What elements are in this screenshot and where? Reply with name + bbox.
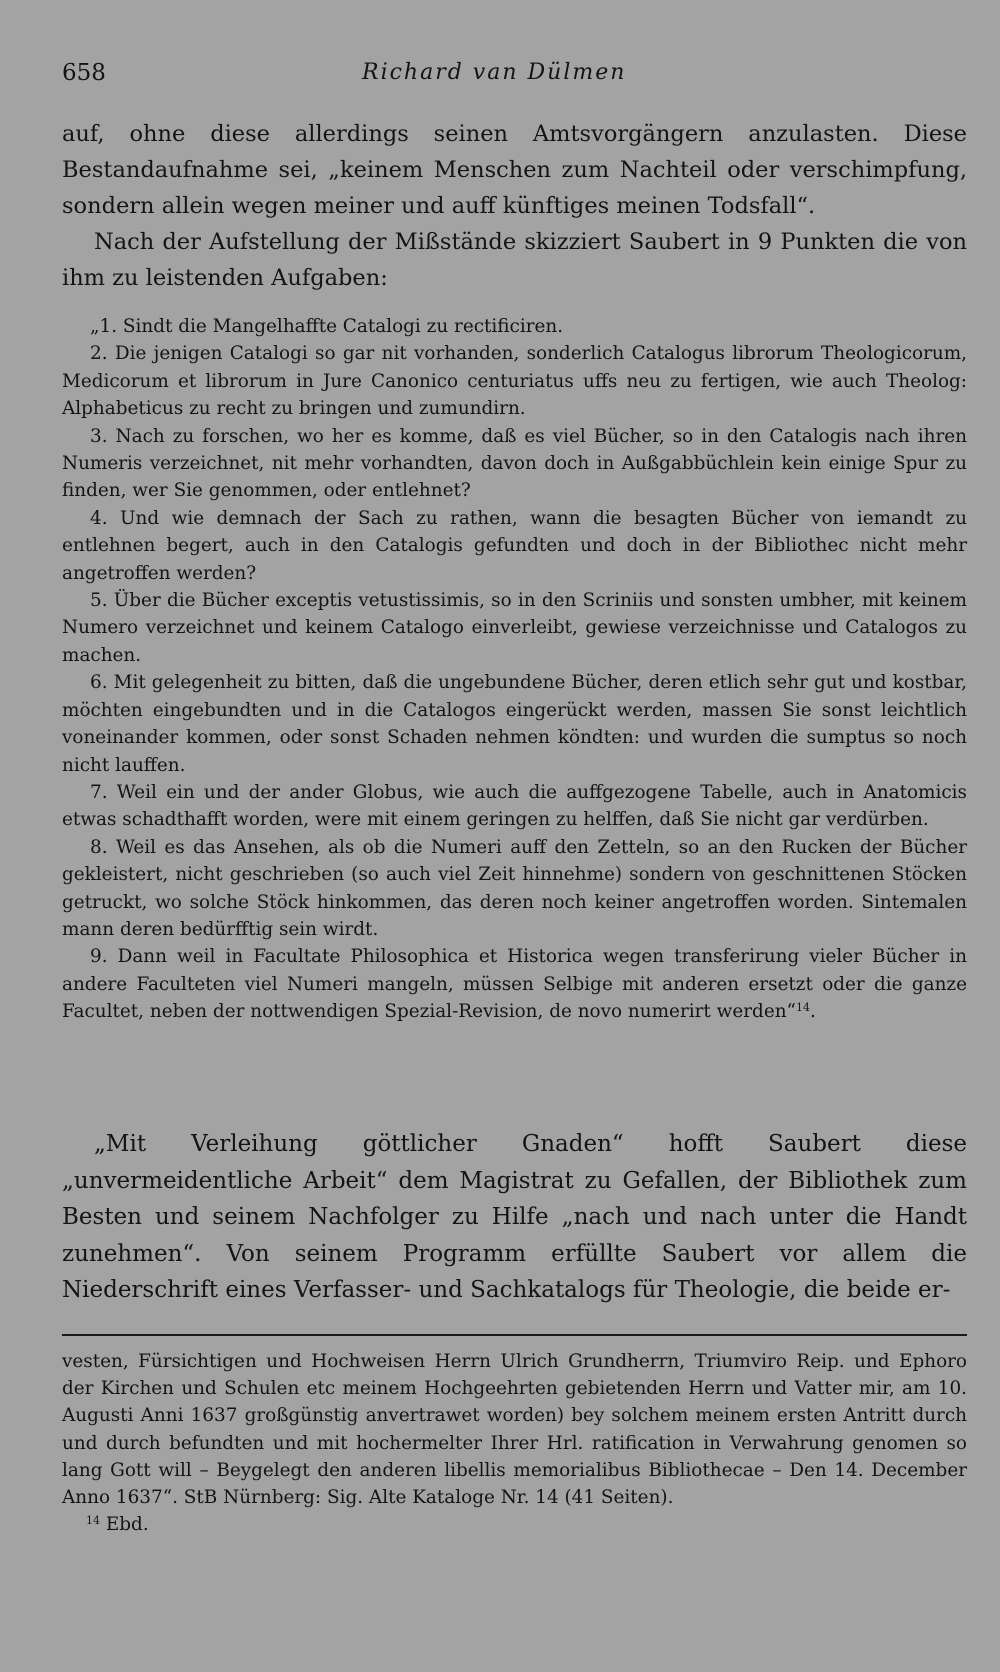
quote-item: 8. Weil es das Ansehen, als ob die Numeri auff den Zetteln, so an den Rucken der Bücher gekleistert, nicht geschrieben (so auch viel Zeit hinnehme) sondern von geschnittenen Stöcken getruckt, wo solche Stöck hinkommen, das deren noch keiner angetroffen worden. Sintemalen mann deren bedürfftig sein wirdt.	[62, 836, 967, 940]
quote-item: 9. Dann weil in Facultate Philosophica et Historica wegen transferirung vieler Bücher in andere Faculteten viel Numeri mangeln, müssen Selbige mit anderen ersetzt oder die ganze Facultet, neben der nottwendigen Spezial-Revision, de novo numerirt werden“	[62, 946, 967, 1023]
quote-item-last	[62, 943, 967, 1025]
quote-item: 5. Über die Bücher exceptis vetustissimis, so in den Scriniis und sonsten umbher, mit keinem Numero verzeichnet und keinem Catalogo einverleibt, gewiese verzeichnisse und Catalogos zu machen.	[62, 590, 967, 666]
footnotes	[62, 1348, 967, 1538]
footnote-14	[62, 1511, 967, 1538]
quote-item: 6. Mit gelegenheit zu bitten, daß die ungebundene Bücher, deren etlich sehr gut und kostbar, möchten eingebundten und in die Catalogos eingerückt werden, massen Sie sonst leichtlich voneinander kommen, oder sonst Schaden nehmen köndten: und wurden die sumptus so noch nicht lauffen.	[62, 672, 967, 776]
footnote-reference: 14	[795, 1001, 810, 1015]
body-text	[62, 116, 967, 296]
footnote-number: 14	[86, 1514, 100, 1528]
quote-item: „1. Sindt die Mangelhaffte Catalogi zu rectificiren.	[90, 316, 564, 337]
paragraph: „Mit Verleihung göttlicher Gnaden“ hofft Saubert diese „unvermeidentliche Arbeit“ dem Magistrat zu Gefallen, der Bibliothek zum Besten und seinem Nachfolger zu Hilfe „nach und nach unter die Handt zunehmen“. Von seinem Programm erfüllte Saubert vor allem die Niederschrift eines Verfasser- und Sachkatalogs für Theologie, die beide er-	[62, 1131, 967, 1303]
page-number: 658	[62, 60, 106, 86]
quote-item: 4. Und wie demnach der Sach zu rathen, wann die besagten Bücher von iemandt zu entlehnen begert, auch in den Catalogis gefundten und doch in der Bibliothec nicht mehr angetroffen werden?	[62, 507, 967, 584]
closing-paragraph	[62, 1126, 967, 1309]
running-head	[62, 60, 962, 96]
paragraph: Nach der Aufstellung der Mißstände skizziert Saubert in 9 Punkten die von ihm zu leistenden Aufgaben:	[62, 229, 967, 291]
footnote-continued: vesten, Fürsichtigen und Hochweisen Herrn Ulrich Grundherrn, Triumviro Reip. und Ephoro der Kirchen und Schulen etc meinem Hochgeehrten gebietenden Herrn und Vatter mir, am 10. Augusti Anni 1637 großgünstig anvertrawet worden) bey solchem meinem ersten Antritt durch und durch befundten und mit hochermelter Ihrer Hrl. ratification in Verwahrung genomen so lang Gott will – Beygelegt den anderen libellis memorialibus Bibliothecae – Den 14. December Anno 1637“. StB Nürnberg: Sig. Alte Kataloge Nr. 14 (41 Seiten).	[62, 1351, 967, 1509]
quote-item: 3. Nach zu forschen, wo her es komme, daß es viel Bücher, so in den Catalogis nach ihren Numeris verzeichnet, nit mehr vorhandten, davon doch in Außgabbüchlein kein einige Spur zu finden, wer Sie genommen, oder entlehnet?	[62, 425, 967, 502]
block-quote	[62, 313, 967, 1026]
quote-item: 7. Weil ein und der ander Globus, wie auch die auffgezogene Tabelle, auch in Anatomicis etwas schadthafft worden, were mit einem geringen zu helffen, daß Sie nicht gar verdürben.	[62, 781, 967, 831]
punctuation: .	[809, 1001, 816, 1023]
footnote-text: Ebd.	[105, 1514, 149, 1536]
running-title: Richard van Dülmen	[362, 60, 627, 85]
footnote-divider	[62, 1334, 967, 1336]
quote-item: 2. Die jenigen Catalogi so gar nit vorhanden, sonderlich Catalogus librorum Theologicorum, Medicorum et librorum in Jure Canonico centuriatus uffs neu zu fertigen, wie auch Theolog: Alphabeticus zu recht zu bringen und zumundirn.	[62, 343, 967, 420]
paragraph: auf, ohne diese allerdings seinen Amtsvorgängern anzulasten. Diese Bestandaufnahme sei, „keinem Menschen zum Nachteil oder verschimpfung, sondern allein wegen meiner und auff künftiges meinen Todsfall“.	[62, 121, 967, 219]
